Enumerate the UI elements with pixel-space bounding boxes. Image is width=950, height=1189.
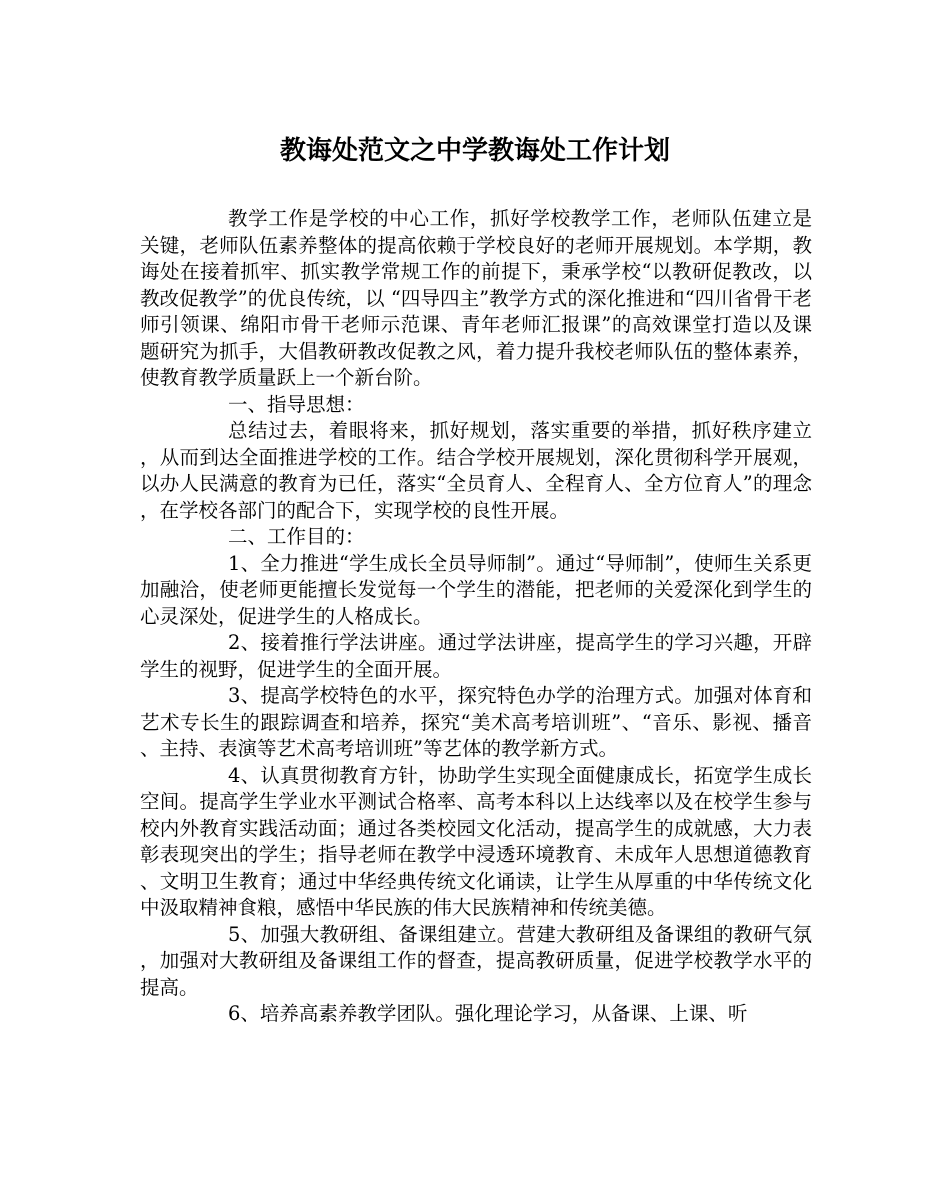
intro-paragraph: 教学工作是学校的中心工作，抓好学校教学工作，老师队伍建立是关键，老师队伍素养整体的提高依赖于学校良好的老师开展规划。本学期，教诲处在接着抓牢、抓实教学常规工作的前提下，秉承学校“以教研促教改，以教改促教学”的优良传统，以 “四导四主”教学方式的深化推进和“四川省骨干老师引领课、绵阳市骨干老师示范课、青年老师汇报课”的高效课堂打造以及课题研究为抓手，大倡教研教改促教之风，着力提升我校老师队伍的整体素养，使教育教学质量跃上一个新台阶。 [140,207,812,389]
guiding-thought-paragraph: 总结过去，着眼将来，抓好规划，落实重要的举措，抓好秩序建立，从而到达全面推进学校的工作。结合学校开展规划，深化贯彻科学开展观，以办人民满意的教育为已任，落实“全员育人、全程育人、全方位育人”的理念，在学校各部门的配合下，实现学校的良性开展。 [140,419,812,522]
goal-item-6: 6、培养高素养教学团队。强化理论学习，从备课、上课、听 [228,1002,748,1025]
document-title: 教诲处范文之中学教诲处工作计划 [279,136,670,166]
goal-item-4: 4、认真贯彻教育方针，协助学生实现全面健康成长，拓宽学生成长空间。提高学生学业水平测试合格率、高考本科以上达线率以及在校学生参与校内外教育实践活动面；通过各类校园文化活动，提高学生的成就感，大力表彰表现突出的学生；指导老师在教学中浸透环境教育、未成年人思想道德教育、文明卫生教育；通过中华经典传统文化诵读，让学生从厚重的中华传统文化中汲取精神食粮，感悟中华民族的伟大民族精神和传统美德。 [140,763,812,919]
goal-item-2: 2、接着推行学法讲座。通过学法讲座，提高学生的学习兴趣，开辟学生的视野，促进学生的全面开展。 [140,631,812,681]
section-heading-guiding-thought: 一、指导思想： [228,392,365,416]
goal-item-5: 5、加强大教研组、备课组建立。营建大教研组及备课组的教研气氛，加强对大教研组及备课组工作的督查，提高教研质量，促进学校教学水平的提高。 [140,922,812,999]
goal-item-1: 1、全力推进“学生成长全员导师制”。通过“导师制”，使师生关系更加融洽，使老师更能擅长发觉每一个学生的潜能，把老师的关爱深化到学生的心灵深处，促进学生的人格成长。 [140,551,812,628]
goal-item-3: 3、提高学校特色的水平，探究特色办学的治理方式。加强对体育和艺术专长生的跟踪调查和培养，探究“美术高考培训班”、“音乐、影视、播音、主持、表演等艺术高考培训班”等艺体的教学新方式。 [140,684,812,760]
section-heading-work-goals: 二、工作目的： [228,525,365,548]
document-body [140,206,812,1028]
